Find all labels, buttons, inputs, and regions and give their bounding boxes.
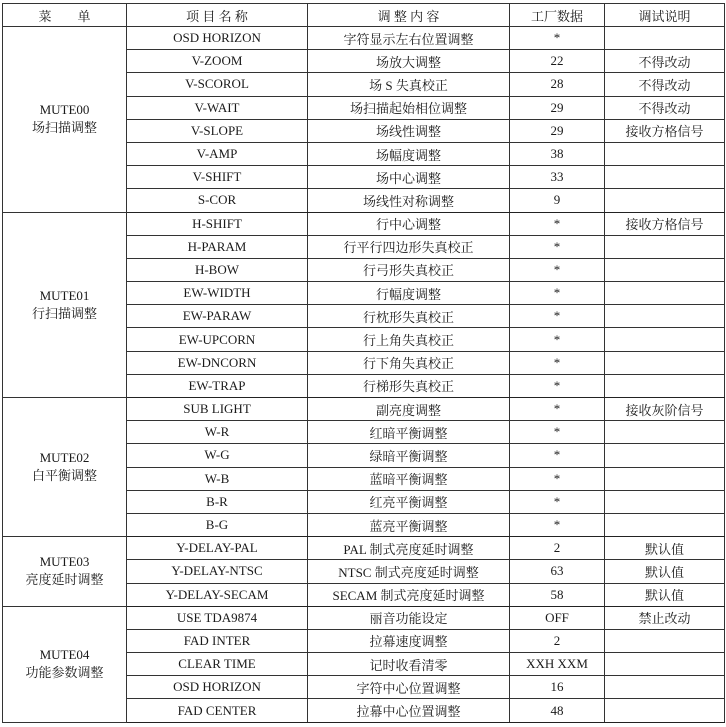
item-name-cell: EW-DNCORN [127,351,308,374]
menu-group-name: 白平衡调整 [31,468,97,484]
adjust-content-cell: 场扫描起始相位调整 [308,96,510,119]
menu-group-name: 行扫描调整 [31,305,97,321]
adjust-content-cell: 丽音功能设定 [308,606,510,629]
menu-group-cell [3,606,127,722]
adjust-content-cell: 红暗平衡调整 [308,421,510,444]
service-menu-table [2,3,725,723]
adjust-content-cell: 蓝暗平衡调整 [308,467,510,490]
factory-value-cell: 16 [510,676,605,699]
item-name-cell: SUB LIGHT [127,398,308,421]
item-name-cell: CLEAR TIME [127,653,308,676]
item-name-cell: B-G [127,513,308,536]
adjust-content-cell: 字符显示左右位置调整 [308,27,510,50]
item-name-cell: Y-DELAY-PAL [127,537,308,560]
factory-value-cell: 2 [510,537,605,560]
item-name-cell: S-COR [127,189,308,212]
menu-group-name: 场扫描调整 [31,120,97,136]
debug-note-cell [605,27,725,50]
adjust-content-cell: 场中心调整 [308,166,510,189]
factory-value-cell: * [510,444,605,467]
debug-note-cell [605,653,725,676]
header-factory-data: 工厂数据 [510,4,605,27]
item-name-cell: FAD CENTER [127,699,308,722]
factory-value-cell: * [510,374,605,397]
debug-note-cell: 默认值 [605,560,725,583]
menu-group-name: 功能参数调整 [25,665,104,681]
header-menu: 菜 单 [3,4,127,27]
debug-note-cell: 不得改动 [605,50,725,73]
table-row [3,537,725,560]
factory-value-cell: * [510,27,605,50]
factory-value-cell: 2 [510,629,605,652]
factory-value-cell: * [510,212,605,235]
factory-value-cell: * [510,398,605,421]
menu-group-cell [3,537,127,607]
debug-note-cell [605,305,725,328]
item-name-cell: W-R [127,421,308,444]
debug-note-cell: 不得改动 [605,73,725,96]
debug-note-cell: 默认值 [605,537,725,560]
adjust-content-cell: NTSC 制式亮度延时调整 [308,560,510,583]
menu-group-cell [3,212,127,398]
adjust-content-cell: 行下角失真校正 [308,351,510,374]
factory-value-cell: * [510,282,605,305]
debug-note-cell [605,421,725,444]
adjust-content-cell: SECAM 制式亮度延时调整 [308,583,510,606]
debug-note-cell [605,699,725,722]
item-name-cell: Y-DELAY-SECAM [127,583,308,606]
item-name-cell: V-SHIFT [127,166,308,189]
adjust-content-cell: PAL 制式亮度延时调整 [308,537,510,560]
header-row [3,4,725,27]
factory-value-cell: OFF [510,606,605,629]
menu-group-name: 亮度延时调整 [25,572,104,588]
factory-value-cell: 38 [510,142,605,165]
item-name-cell: FAD INTER [127,629,308,652]
adjust-content-cell: 拉幕速度调整 [308,629,510,652]
factory-value-cell: * [510,513,605,536]
factory-value-cell: * [510,328,605,351]
debug-note-cell: 不得改动 [605,96,725,119]
menu-group-cell [3,398,127,537]
debug-note-cell [605,490,725,513]
adjust-content-cell: 行平行四边形失真校正 [308,235,510,258]
item-name-cell: EW-PARAW [127,305,308,328]
factory-value-cell: * [510,490,605,513]
adjust-content-cell: 副亮度调整 [308,398,510,421]
debug-note-cell [605,629,725,652]
item-name-cell: OSD HORIZON [127,27,308,50]
item-name-cell: Y-DELAY-NTSC [127,560,308,583]
debug-note-cell: 默认值 [605,583,725,606]
item-name-cell: V-WAIT [127,96,308,119]
menu-group-code: MUTE02 [39,450,90,466]
adjust-content-cell: 绿暗平衡调整 [308,444,510,467]
table-row [3,398,725,421]
factory-value-cell: 33 [510,166,605,189]
debug-note-cell [605,676,725,699]
table-row [3,212,725,235]
menu-group-cell [3,27,127,213]
adjust-content-cell: 字符中心位置调整 [308,676,510,699]
debug-note-cell [605,351,725,374]
item-name-cell: H-SHIFT [127,212,308,235]
item-name-cell: V-SLOPE [127,119,308,142]
adjust-content-cell: 行梯形失真校正 [308,374,510,397]
item-name-cell: EW-UPCORN [127,328,308,351]
debug-note-cell [605,282,725,305]
debug-note-cell [605,513,725,536]
item-name-cell: V-SCOROL [127,73,308,96]
debug-note-cell [605,189,725,212]
menu-group-code: MUTE03 [39,554,90,570]
factory-value-cell: * [510,421,605,444]
factory-value-cell: 9 [510,189,605,212]
debug-note-cell: 接收方格信号 [605,212,725,235]
adjust-content-cell: 记时收看清零 [308,653,510,676]
table-row [3,27,725,50]
adjust-content-cell: 场放大调整 [308,50,510,73]
item-name-cell: EW-TRAP [127,374,308,397]
debug-note-cell [605,467,725,490]
header-item-name: 项 目 名 称 [127,4,308,27]
factory-value-cell: * [510,258,605,281]
factory-value-cell: 48 [510,699,605,722]
item-name-cell: EW-WIDTH [127,282,308,305]
factory-value-cell: 63 [510,560,605,583]
adjust-content-cell: 场线性对称调整 [308,189,510,212]
item-name-cell: W-B [127,467,308,490]
menu-group-code: MUTE01 [39,287,90,303]
debug-note-cell [605,235,725,258]
item-name-cell: OSD HORIZON [127,676,308,699]
item-name-cell: V-AMP [127,142,308,165]
item-name-cell: B-R [127,490,308,513]
debug-note-cell: 接收灰阶信号 [605,398,725,421]
factory-value-cell: * [510,351,605,374]
factory-value-cell: 58 [510,583,605,606]
factory-value-cell: XXH XXM [510,653,605,676]
adjust-content-cell: 场幅度调整 [308,142,510,165]
factory-value-cell: * [510,467,605,490]
item-name-cell: H-BOW [127,258,308,281]
debug-note-cell: 接收方格信号 [605,119,725,142]
debug-note-cell [605,142,725,165]
factory-value-cell: 29 [510,96,605,119]
table-row [3,606,725,629]
adjust-content-cell: 蓝亮平衡调整 [308,513,510,536]
menu-group-code: MUTE00 [39,102,90,118]
factory-value-cell: 22 [510,50,605,73]
table-body [3,27,725,723]
adjust-content-cell: 行上角失真校正 [308,328,510,351]
adjust-content-cell: 拉幕中心位置调整 [308,699,510,722]
header-debug-note: 调试说明 [605,4,725,27]
adjust-content-cell: 行枕形失真校正 [308,305,510,328]
adjust-content-cell: 行幅度调整 [308,282,510,305]
debug-note-cell [605,374,725,397]
debug-note-cell: 禁止改动 [605,606,725,629]
adjust-content-cell: 场 S 失真校正 [308,73,510,96]
header-adjust-content: 调 整 内 容 [308,4,510,27]
adjust-content-cell: 行弓形失真校正 [308,258,510,281]
debug-note-cell [605,258,725,281]
adjust-content-cell: 红亮平衡调整 [308,490,510,513]
item-name-cell: W-G [127,444,308,467]
item-name-cell: H-PARAM [127,235,308,258]
debug-note-cell [605,444,725,467]
debug-note-cell [605,328,725,351]
factory-value-cell: * [510,235,605,258]
factory-value-cell: 28 [510,73,605,96]
factory-value-cell: * [510,305,605,328]
adjust-content-cell: 场线性调整 [308,119,510,142]
adjust-content-cell: 行中心调整 [308,212,510,235]
factory-value-cell: 29 [510,119,605,142]
menu-group-code: MUTE04 [39,647,90,663]
item-name-cell: USE TDA9874 [127,606,308,629]
item-name-cell: V-ZOOM [127,50,308,73]
debug-note-cell [605,166,725,189]
